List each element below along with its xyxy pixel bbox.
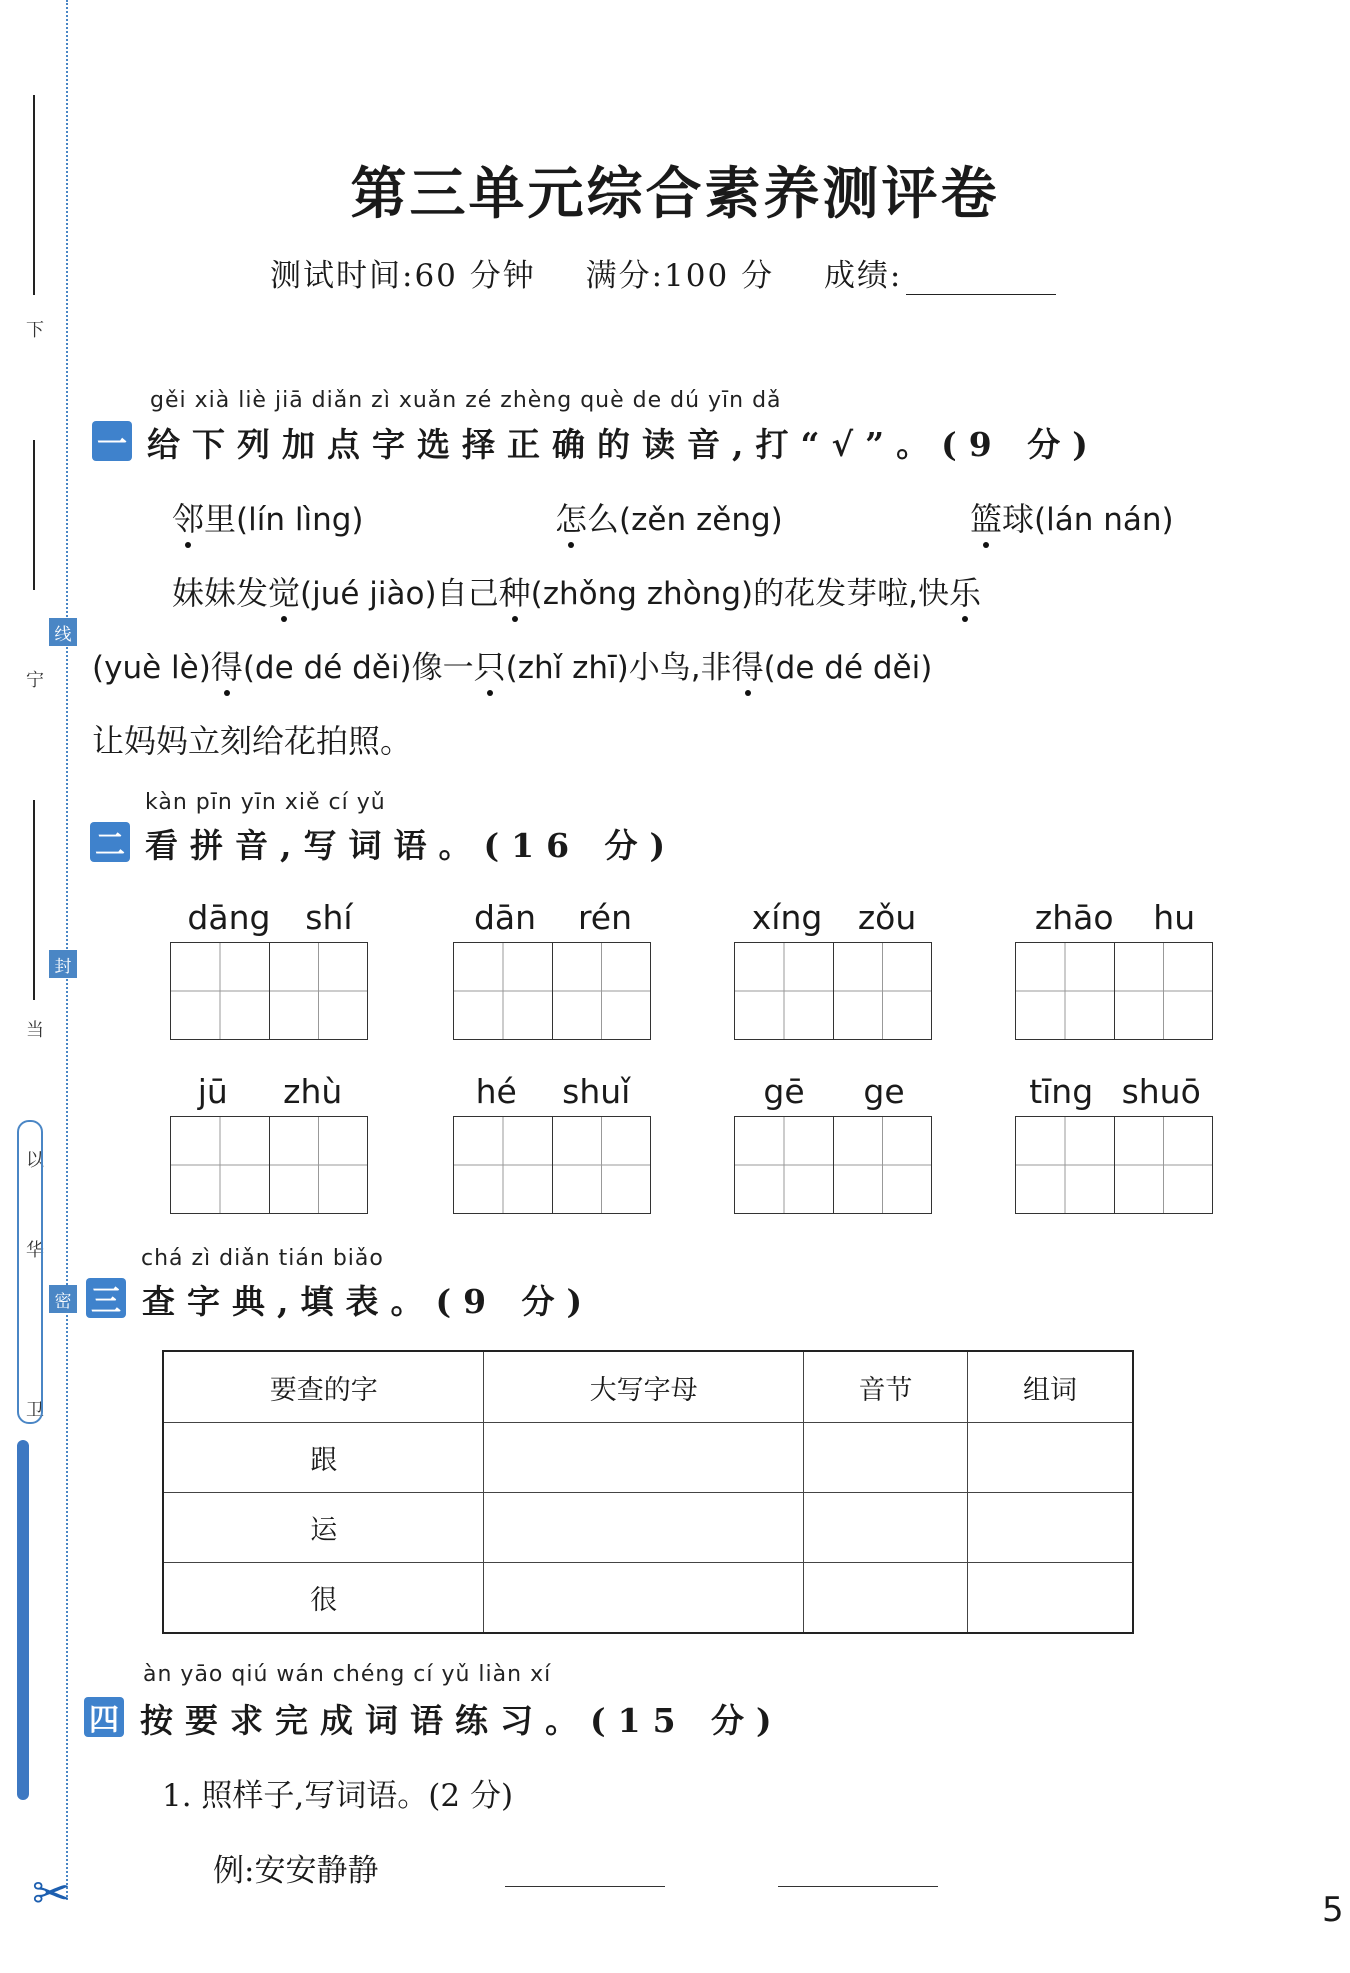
- pinyin-options[interactable]: (lán nán): [1034, 502, 1174, 538]
- section4-pinyin: àn yāo qiú wán chéng cí yǔ liàn xí: [143, 1662, 552, 1687]
- seal-seal: 封: [49, 950, 77, 978]
- answer-cell[interactable]: [967, 1563, 1133, 1634]
- writing-cell[interactable]: [454, 1117, 553, 1213]
- answer-cell[interactable]: [484, 1423, 803, 1493]
- word-grid: tīng shuō: [1015, 1072, 1215, 1214]
- writing-cell[interactable]: [270, 943, 368, 1039]
- section2-pinyin: kàn pīn yīn xiě cí yǔ: [145, 790, 386, 815]
- section1-heading: 给下列加点字选择正确的读音,打“√”。(9 分): [147, 425, 1100, 464]
- choice-item: 怎么(zěn zěng): [555, 500, 783, 538]
- writing-cell[interactable]: [735, 943, 834, 1039]
- writing-cell[interactable]: [553, 943, 651, 1039]
- dotted-char: 邻: [172, 500, 205, 538]
- writing-cell[interactable]: [1115, 943, 1213, 1039]
- writing-cell[interactable]: [1016, 943, 1115, 1039]
- answer-cell[interactable]: [803, 1493, 967, 1563]
- dotted-char: 怎: [555, 500, 588, 538]
- pinyin-options[interactable]: (zěn zěng): [619, 502, 783, 538]
- test-time: 测试时间:60 分钟: [270, 258, 536, 294]
- test-info: [270, 250, 1094, 295]
- dictionary-table: [162, 1350, 1134, 1634]
- section3-heading: 查字典,填表。(9 分): [142, 1282, 595, 1321]
- dotted-char: 篮: [970, 500, 1003, 538]
- word-grid: jū zhù: [170, 1072, 370, 1214]
- word-grid: xíng zǒu: [734, 898, 934, 1040]
- answer-cell[interactable]: [484, 1493, 803, 1563]
- table-header: 音节: [803, 1351, 967, 1423]
- seal-secret: 密: [49, 1285, 77, 1313]
- page-title: 第三单元综合素养测评卷: [350, 161, 1000, 227]
- side-brand-bar: [17, 1440, 29, 1800]
- word-grid: dāng shí: [170, 898, 370, 1040]
- table-row: [163, 1423, 1133, 1493]
- binding-text: 宁: [23, 670, 44, 690]
- writing-cell[interactable]: [171, 943, 270, 1039]
- answer-cell[interactable]: [967, 1423, 1133, 1493]
- lookup-char: 很: [163, 1563, 484, 1634]
- writing-cell[interactable]: [735, 1117, 834, 1213]
- score-blank[interactable]: [906, 268, 1056, 295]
- answer-blank[interactable]: [778, 1886, 938, 1887]
- dotted-char: 乐: [948, 574, 981, 612]
- answer-cell[interactable]: [967, 1493, 1133, 1563]
- dotted-char: 得: [731, 648, 764, 686]
- binding-text: 卫: [23, 1400, 44, 1420]
- paragraph-line-1: 妹妹发觉(jué jiào)自己种(zhǒng zhòng)的花发芽啦,快乐: [172, 574, 981, 612]
- seal-line: 线: [49, 618, 77, 646]
- writing-cell[interactable]: [834, 1117, 932, 1213]
- example-text: 例:安安静静: [213, 1853, 379, 1889]
- paragraph-line-2: (yuè lè)得(de dé děi)像一只(zhǐ zhī)小鸟,非得(de dé děi): [92, 648, 933, 686]
- answer-blank[interactable]: [505, 1886, 665, 1887]
- table-row: [163, 1493, 1133, 1563]
- table-row: [163, 1563, 1133, 1634]
- table-header: 大写字母: [484, 1351, 803, 1423]
- word-grid: zhāo hu: [1015, 898, 1215, 1040]
- dotted-char: 得: [210, 648, 243, 686]
- writing-cell[interactable]: [454, 943, 553, 1039]
- side-brand-frame: [17, 1120, 43, 1424]
- word-grid: hé shuǐ: [453, 1072, 653, 1214]
- binding-line: [33, 800, 35, 1000]
- answer-cell[interactable]: [803, 1423, 967, 1493]
- scissors-icon: ✂: [32, 1866, 71, 1920]
- writing-cell[interactable]: [834, 943, 932, 1039]
- section4-heading: 按要求完成词语练习。(15 分): [140, 1701, 784, 1740]
- page-number: 5: [1322, 1890, 1344, 1930]
- binding-text: 下: [23, 320, 44, 340]
- pinyin-options[interactable]: (lín lìng): [236, 502, 364, 538]
- writing-cell[interactable]: [171, 1117, 270, 1213]
- lookup-char: 跟: [163, 1423, 484, 1493]
- dotted-char: 种: [498, 574, 531, 612]
- score-label: 成绩:: [823, 258, 903, 294]
- binding-text: 当: [23, 1020, 44, 1040]
- binding-line: [33, 440, 35, 590]
- question-1: 1. 照样子,写词语。(2 分): [162, 1778, 514, 1814]
- table-header: 要查的字: [163, 1351, 484, 1423]
- binding-text: 以: [23, 1150, 44, 1170]
- section3-pinyin: chá zì diǎn tián biǎo: [141, 1246, 384, 1271]
- writing-cell[interactable]: [1016, 1117, 1115, 1213]
- answer-cell[interactable]: [484, 1563, 803, 1634]
- dotted-char: 只: [473, 648, 506, 686]
- writing-cell[interactable]: [1115, 1117, 1213, 1213]
- paragraph-line-3: 让妈妈立刻给花拍照。: [92, 722, 413, 760]
- writing-cell[interactable]: [270, 1117, 368, 1213]
- choice-item: 邻里(lín lìng): [172, 500, 364, 538]
- word-grid: gē ge: [734, 1072, 934, 1214]
- section1-badge: 一: [92, 421, 132, 461]
- section2-badge: 二: [90, 822, 130, 862]
- dotted-char: 觉: [268, 574, 301, 612]
- choice-item: 篮球(lán nán): [970, 500, 1174, 538]
- writing-cell[interactable]: [553, 1117, 651, 1213]
- lookup-char: 运: [163, 1493, 484, 1563]
- section3-badge: 三: [86, 1278, 126, 1318]
- full-score: 满分:100 分: [585, 258, 775, 294]
- binding-text: 华: [23, 1240, 44, 1260]
- section2-heading: 看拼音,写词语。(16 分): [145, 826, 678, 865]
- table-header: 组词: [967, 1351, 1133, 1423]
- word-grid: dān rén: [453, 898, 653, 1040]
- section4-badge: 四: [84, 1697, 124, 1737]
- section1-pinyin: gěi xià liè jiā diǎn zì xuǎn zé zhèng què de dú yīn dǎ: [150, 388, 782, 413]
- answer-cell[interactable]: [803, 1563, 967, 1634]
